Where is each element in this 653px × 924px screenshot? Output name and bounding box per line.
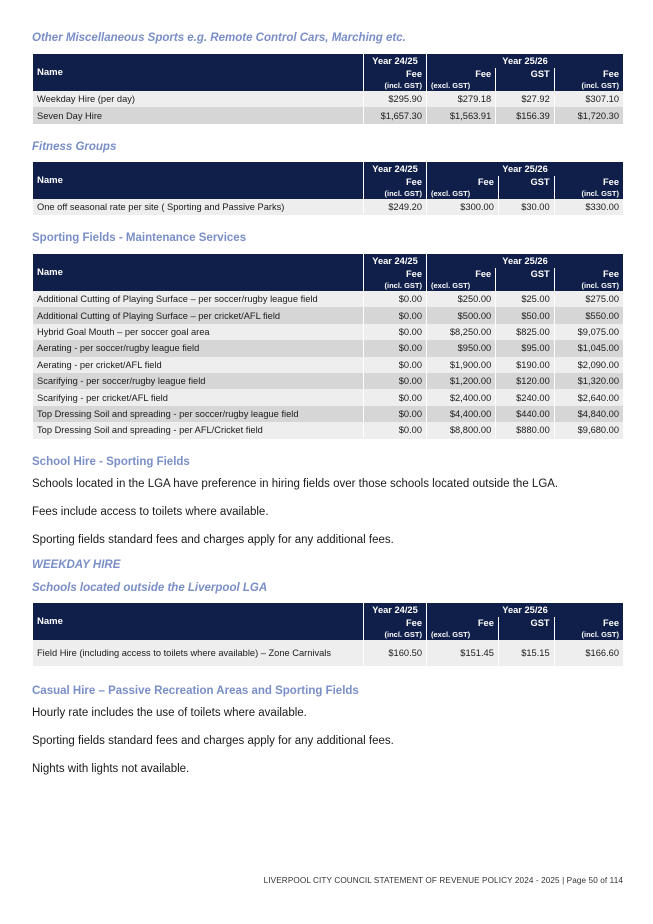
col-header-incl-gst-prev: (incl. GST) xyxy=(364,280,426,291)
cell-fee-prev: $0.00 xyxy=(364,324,426,340)
fees-table-school-hire xyxy=(32,603,624,666)
cell-name: Top Dressing Soil and spreading - per soccer/rugby league field xyxy=(33,406,363,422)
cell-gst: $95.00 xyxy=(496,340,554,356)
subheading-weekday-hire: WEEKDAY HIRE xyxy=(32,559,121,571)
cell-gst: $27.92 xyxy=(496,91,554,107)
fees-table-maintenance-services xyxy=(32,254,624,439)
cell-fee-excl: $279.18 xyxy=(427,91,495,107)
cell-fee-excl: $250.00 xyxy=(427,291,495,307)
cell-gst: $30.00 xyxy=(499,199,554,215)
col-header-incl-gst-prev: (incl. GST) xyxy=(364,80,426,91)
col-header-excl-gst: (excl. GST) xyxy=(427,188,498,199)
table-row xyxy=(33,91,623,107)
school-hire-paragraph-3: Sporting fields standard fees and charges apply for any additional fees. xyxy=(32,534,394,546)
col-header-gst-blank xyxy=(496,280,554,291)
col-header-fee-incl: Fee xyxy=(555,268,623,280)
cell-name: Weekday Hire (per day) xyxy=(33,91,363,107)
table-row xyxy=(33,324,623,340)
cell-gst: $50.00 xyxy=(496,307,554,323)
cell-fee-incl: $550.00 xyxy=(555,307,623,323)
section-title-maintenance-services: Sporting Fields - Maintenance Services xyxy=(32,232,247,244)
cell-fee-prev: $295.90 xyxy=(364,91,426,107)
col-header-fee-prev: Fee xyxy=(364,617,426,629)
table-row xyxy=(33,422,623,438)
col-header-incl-gst-prev: (incl. GST) xyxy=(364,188,426,199)
cell-fee-incl: $2,640.00 xyxy=(555,389,623,405)
col-header-fee-prev: Fee xyxy=(364,176,426,188)
cell-fee-incl: $2,090.00 xyxy=(555,357,623,373)
casual-hire-paragraph-3: Nights with lights not available. xyxy=(32,763,190,775)
cell-fee-prev: $160.50 xyxy=(364,640,426,666)
col-header-excl-gst: (excl. GST) xyxy=(427,80,495,91)
cell-fee-excl: $151.45 xyxy=(427,640,498,666)
col-header-gst-blank xyxy=(499,629,554,640)
section-title-misc-sports: Other Miscellaneous Sports e.g. Remote Control Cars, Marching etc. xyxy=(32,32,406,44)
cell-fee-prev: $0.00 xyxy=(364,422,426,438)
cell-fee-excl: $4,400.00 xyxy=(427,406,495,422)
cell-fee-prev: $0.00 xyxy=(364,389,426,405)
table-row xyxy=(33,406,623,422)
cell-fee-prev: $0.00 xyxy=(364,291,426,307)
col-header-gst: GST xyxy=(496,68,554,80)
cell-fee-incl: $1,720.30 xyxy=(555,107,623,123)
section-title-casual-hire: Casual Hire – Passive Recreation Areas and Sporting Fields xyxy=(32,685,359,697)
cell-gst: $825.00 xyxy=(496,324,554,340)
col-header-incl-gst-curr: (incl. GST) xyxy=(555,80,623,91)
cell-fee-incl: $166.60 xyxy=(555,640,623,666)
cell-gst: $190.00 xyxy=(496,357,554,373)
col-header-fee-incl: Fee xyxy=(555,176,623,188)
col-header-year-curr: Year 25/26 xyxy=(427,162,623,176)
cell-fee-incl: $307.10 xyxy=(555,91,623,107)
cell-fee-incl: $1,045.00 xyxy=(555,340,623,356)
section-title-school-hire: School Hire - Sporting Fields xyxy=(32,456,190,468)
cell-fee-excl: $1,900.00 xyxy=(427,357,495,373)
cell-fee-prev: $0.00 xyxy=(364,357,426,373)
col-header-year-prev: Year 24/25 xyxy=(364,162,426,176)
cell-fee-prev: $0.00 xyxy=(364,307,426,323)
cell-fee-prev: $0.00 xyxy=(364,373,426,389)
section-title-fitness-groups: Fitness Groups xyxy=(32,141,117,153)
cell-fee-incl: $330.00 xyxy=(555,199,623,215)
table-row xyxy=(33,640,623,666)
cell-fee-excl: $8,250.00 xyxy=(427,324,495,340)
cell-name: Seven Day Hire xyxy=(33,107,363,123)
col-header-name: Name xyxy=(33,603,363,640)
col-header-gst-blank xyxy=(496,80,554,91)
cell-fee-excl: $1,563.91 xyxy=(427,107,495,123)
cell-gst: $156.39 xyxy=(496,107,554,123)
cell-fee-incl: $4,840.00 xyxy=(555,406,623,422)
col-header-fee-excl: Fee xyxy=(427,617,498,629)
col-header-year-prev: Year 24/25 xyxy=(364,254,426,268)
table-row xyxy=(33,291,623,307)
school-hire-paragraph-1: Schools located in the LGA have preference in hiring fields over those schools located outside the LGA. xyxy=(32,478,559,490)
cell-fee-prev: $0.00 xyxy=(364,340,426,356)
cell-fee-excl: $1,200.00 xyxy=(427,373,495,389)
cell-fee-prev: $249.20 xyxy=(364,199,426,215)
col-header-gst: GST xyxy=(496,268,554,280)
col-header-gst-blank xyxy=(499,188,554,199)
cell-name: One off seasonal rate per site ( Sporting and Passive Parks) xyxy=(33,199,363,215)
col-header-incl-gst-curr: (incl. GST) xyxy=(555,280,623,291)
col-header-fee-prev: Fee xyxy=(364,68,426,80)
table-row xyxy=(33,340,623,356)
col-header-name: Name xyxy=(33,162,363,199)
col-header-fee-excl: Fee xyxy=(427,176,498,188)
fees-table-misc-sports xyxy=(32,54,624,124)
page-footer: LIVERPOOL CITY COUNCIL STATEMENT OF REVENUE POLICY 2024 - 2025 | Page 50 of 114 xyxy=(263,876,623,885)
casual-hire-paragraph-2: Sporting fields standard fees and charges apply for any additional fees. xyxy=(32,735,394,747)
cell-fee-incl: $1,320.00 xyxy=(555,373,623,389)
col-header-year-curr: Year 25/26 xyxy=(427,603,623,617)
cell-fee-excl: $300.00 xyxy=(427,199,498,215)
cell-gst: $440.00 xyxy=(496,406,554,422)
table-row xyxy=(33,373,623,389)
col-header-fee-incl: Fee xyxy=(555,617,623,629)
cell-fee-incl: $9,075.00 xyxy=(555,324,623,340)
col-header-excl-gst: (excl. GST) xyxy=(427,280,495,291)
table-row xyxy=(33,107,623,123)
cell-name: Additional Cutting of Playing Surface – per cricket/AFL field xyxy=(33,307,363,323)
col-header-incl-gst-curr: (incl. GST) xyxy=(555,188,623,199)
cell-gst: $880.00 xyxy=(496,422,554,438)
cell-name: Aerating - per soccer/rugby league field xyxy=(33,340,363,356)
col-header-year-prev: Year 24/25 xyxy=(364,603,426,617)
col-header-fee-excl: Fee xyxy=(427,268,495,280)
subtitle-outside-lga: Schools located outside the Liverpool LGA xyxy=(32,582,268,594)
col-header-incl-gst-prev: (incl. GST) xyxy=(364,629,426,640)
cell-name: Aerating - per cricket/AFL field xyxy=(33,357,363,373)
cell-name: Hybrid Goal Mouth – per soccer goal area xyxy=(33,324,363,340)
col-header-fee-excl: Fee xyxy=(427,68,495,80)
cell-fee-excl: $500.00 xyxy=(427,307,495,323)
cell-name: Additional Cutting of Playing Surface – per soccer/rugby league field xyxy=(33,291,363,307)
col-header-year-curr: Year 25/26 xyxy=(427,254,623,268)
col-header-fee-prev: Fee xyxy=(364,268,426,280)
cell-fee-excl: $2,400.00 xyxy=(427,389,495,405)
table-row xyxy=(33,199,623,215)
col-header-fee-incl: Fee xyxy=(555,68,623,80)
cell-name: Scarifying - per soccer/rugby league field xyxy=(33,373,363,389)
col-header-name: Name xyxy=(33,54,363,91)
casual-hire-paragraph-1: Hourly rate includes the use of toilets where available. xyxy=(32,707,307,719)
col-header-gst: GST xyxy=(499,176,554,188)
cell-fee-prev: $0.00 xyxy=(364,406,426,422)
table-row xyxy=(33,307,623,323)
col-header-year-prev: Year 24/25 xyxy=(364,54,426,68)
col-header-incl-gst-curr: (incl. GST) xyxy=(555,629,623,640)
cell-name: Scarifying - per cricket/AFL field xyxy=(33,389,363,405)
cell-fee-excl: $950.00 xyxy=(427,340,495,356)
table-row xyxy=(33,389,623,405)
cell-name: Field Hire (including access to toilets where available) – Zone Carnivals xyxy=(33,640,363,666)
cell-fee-incl: $9,680.00 xyxy=(555,422,623,438)
cell-gst: $120.00 xyxy=(496,373,554,389)
fees-table-fitness-groups xyxy=(32,162,624,215)
cell-name: Top Dressing Soil and spreading - per AFL/Cricket field xyxy=(33,422,363,438)
school-hire-paragraph-2: Fees include access to toilets where available. xyxy=(32,506,269,518)
cell-fee-excl: $8,800.00 xyxy=(427,422,495,438)
cell-gst: $15.15 xyxy=(499,640,554,666)
col-header-name: Name xyxy=(33,254,363,291)
cell-gst: $25.00 xyxy=(496,291,554,307)
col-header-year-curr: Year 25/26 xyxy=(427,54,623,68)
cell-gst: $240.00 xyxy=(496,389,554,405)
table-row xyxy=(33,357,623,373)
cell-fee-prev: $1,657.30 xyxy=(364,107,426,123)
cell-fee-incl: $275.00 xyxy=(555,291,623,307)
col-header-gst: GST xyxy=(499,617,554,629)
col-header-excl-gst: (excl. GST) xyxy=(427,629,498,640)
